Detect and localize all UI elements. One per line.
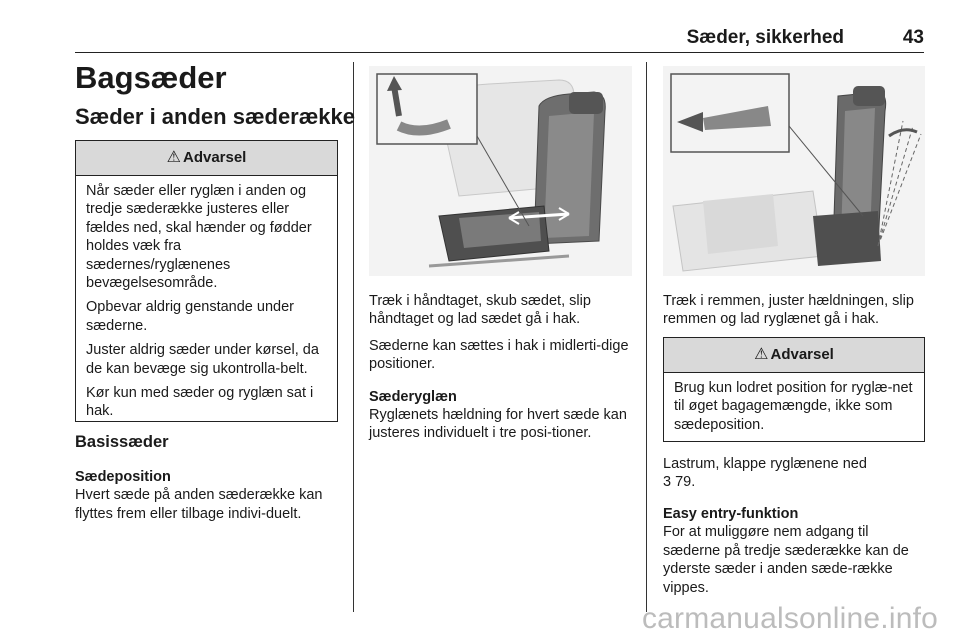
page-ref-arrow-icon: 3 [663,474,676,491]
subsection-title: Easy entry-funktion [663,506,799,522]
column-divider-1 [353,62,354,612]
warning-paragraph: Juster aldrig sæder under kørsel, da de kan bevæge sig ukontrolla-belt. [86,342,319,377]
warning-box [75,140,338,422]
seat-slide-figure [369,66,632,276]
warning-box-2 [663,337,925,442]
warning-paragraph: Når sæder eller ryglæn i anden og tredje sæderække justeres eller fældes ned, skal hænder og fødder holdes væk fra sædernes/ryglænenes bevægelsesområde. [86,183,312,292]
seatback-recline-figure [663,66,925,276]
warning-title: Advarsel [770,346,834,363]
watermark: carmanualsonline.info [641,602,938,635]
section-title-basissaeder: Basissæder [75,433,169,451]
subsection-heading: Sæder i anden sæderække [75,104,356,129]
warning-body [76,176,337,421]
paragraph: Sæderne kan sættes i hak i midlerti-dige positioner. [369,337,629,373]
warning-icon: ⚠ [754,346,769,363]
column-divider-2 [646,62,647,612]
warning-paragraph: Kør kun med sæder og ryglæn sat i hak. [86,385,314,420]
subsection-text: Ryglænets hældning for hvert sæde kan justeres individuelt i tre posi-tioner. [369,407,627,442]
col3-paragraph1: Træk i remmen, juster hældningen, slip remmen og lad ryglænet gå i hak. [663,293,914,328]
seat-slide-illustration-icon [369,66,632,276]
running-header-title: Sæder, sikkerhed [686,27,844,48]
warning-header [76,141,337,176]
section-heading: Bagsæder [75,60,227,95]
subsection-text: For at muliggøre nem adgang til sæderne på tredje sæderække kan de yderste sæder i anden sæde-række vippes. [663,524,909,596]
warning-body [664,373,924,434]
warning-title: Advarsel [182,149,247,166]
subsection-text: Hvert sæde på anden sæderække kan flyttes frem eller tilbage indivi-duelt. [75,487,323,522]
page-ref-number: 79. [675,474,696,491]
col2-text [369,292,639,443]
page-number: 43 [902,27,924,48]
warning-header [664,338,924,373]
warning-icon: ⚠ [166,149,181,166]
page-reference[interactable] [663,473,928,491]
subsection-title: Sædeposition [75,469,171,485]
subsection-title: Sæderyglæn [369,388,457,405]
paragraph: Træk i håndtaget, skub sædet, slip håndtaget og lad sædet gå i hak. [369,293,591,328]
seatback-recline-illustration-icon [663,66,925,276]
header-rule [75,52,924,53]
subsection-seat-position [75,468,340,523]
warning-paragraph: Brug kun lodret position for ryglæ-net til øget bagagemængde, ikke som sædeposition. [674,380,913,433]
col3-easy-entry [663,505,928,597]
col3-cross-reference [663,455,928,492]
warning-paragraph: Opbevar aldrig genstande under sæderne. [86,299,294,334]
paragraph-line: Lastrum, klappe ryglænene ned [663,456,867,472]
